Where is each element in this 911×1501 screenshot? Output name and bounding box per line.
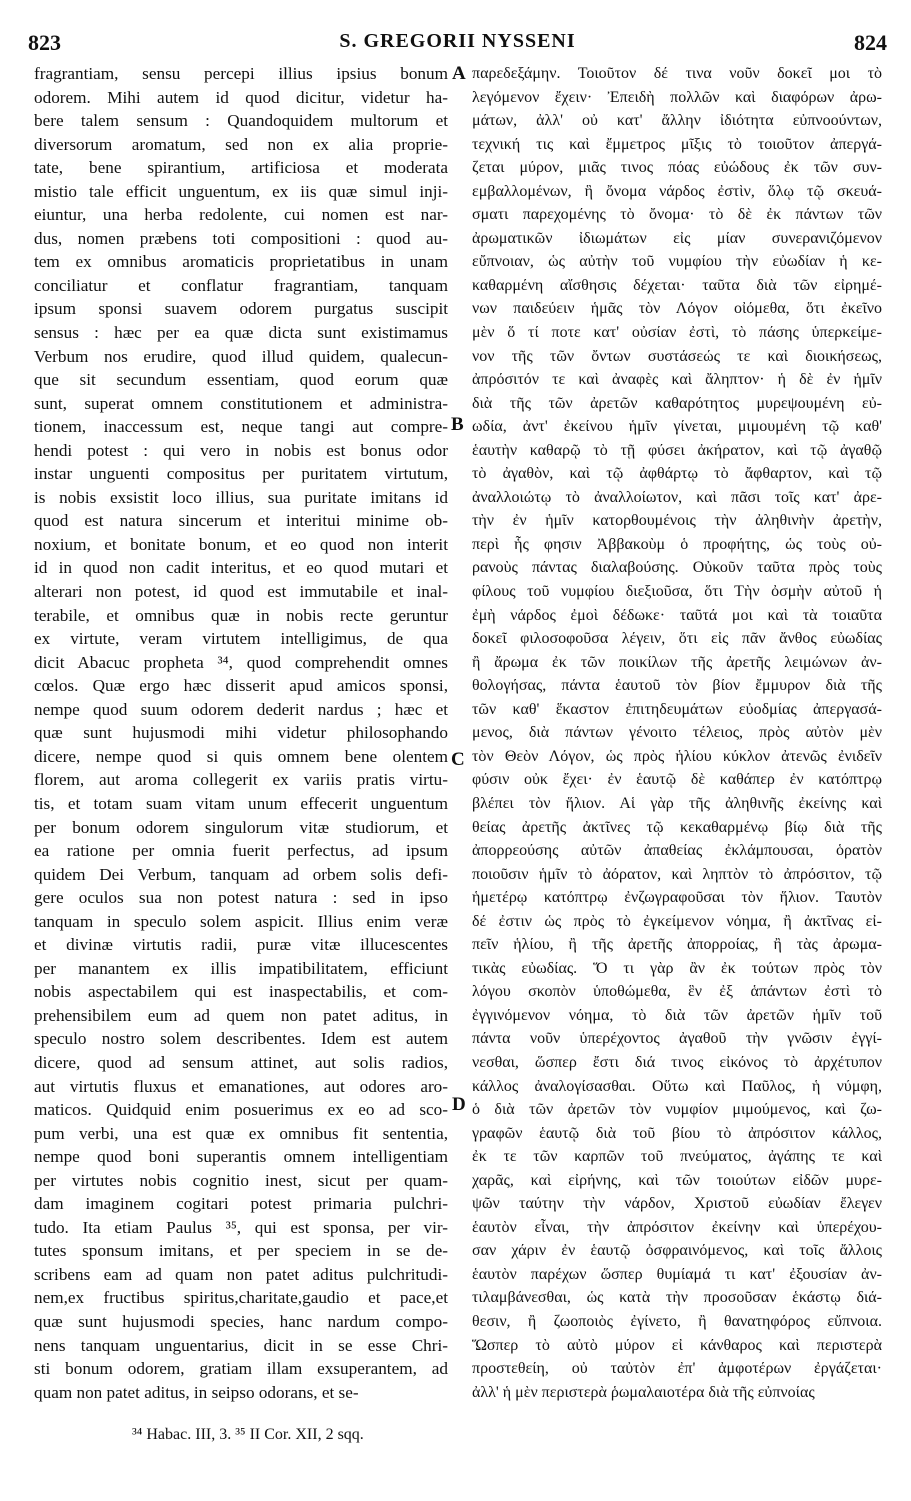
greek-text-line: χαρᾶς, καὶ εἰρήνης, καὶ τῶν τοιούτων εἰδῶν μυρε- bbox=[472, 1171, 882, 1189]
greek-text-line: ζεται μύρον, μιᾶς τινος πόας εὐώδους ἐκ τῶν συν- bbox=[472, 159, 882, 177]
greek-text-line: δοκεῖ φιλοσοφοῦσα λέγειν, ὅτι εἰς πᾶν ἄνθος εὐωδίας bbox=[472, 630, 882, 648]
latin-text-line: tis, et totam suam vitam unum effecerit unguentum bbox=[34, 793, 448, 813]
latin-text-line: sensus : hæc per ea quæ dicta sunt existimamus bbox=[34, 323, 448, 343]
latin-text-line: dicere, nempe quod si quis omnem bene olentem bbox=[34, 746, 448, 766]
greek-text-line: ἐμὴ νάρδος ἐμοὶ δέδωκε· ταῦτά μοι καὶ τὰ τοιαῦτα bbox=[472, 606, 882, 624]
latin-text-line: aut virtutis fluxus et emanationes, aut odores aro- bbox=[34, 1076, 448, 1096]
latin-text-line: dicere, quod ad sensum attinet, aut solis radios, bbox=[34, 1052, 448, 1072]
greek-text-line: νεσθαι, ὥσπερ ἔστι διά τινος εἰκόνος τὸ ἀρχέτυπον bbox=[472, 1053, 882, 1071]
greek-text-line: λόγου σκοπὸν ὑποθώμεθα, ἓν ἐξ ἁπάντων ἐστὶ τὸ bbox=[472, 983, 882, 1001]
latin-text-line: sunt, superat omnem constitutionem et administra- bbox=[34, 393, 448, 413]
greek-text-line: ἢ ἄρωμα ἐκ τῶν ποικίλων τῆς ἀρετῆς λειμώνων ἀν- bbox=[472, 653, 882, 671]
latin-text-line: ex virtute, veram virtutem intelligimus, de qua bbox=[34, 629, 448, 649]
latin-text-line: sti bonum odorem, gratiam illam exsuperantem, ad bbox=[34, 1359, 448, 1379]
greek-text-line: τὸ ἀγαθὸν, καὶ τῷ ἀφθάρτῳ τὸ ἄφθαρτον, καὶ τῷ bbox=[472, 465, 882, 483]
greek-text-line: τιλαμβάνεσθαι, ὡς κατὰ τὴν προσοῦσαν ἑκάστῳ διά- bbox=[472, 1289, 882, 1307]
latin-text-line: eiuntur, una herba redolente, cui nomen est nar- bbox=[34, 205, 448, 225]
greek-text-line: ψῶν ταύτην τὴν νάρδον, Χριστοῦ εὐωδίαν ἔλεγεν bbox=[472, 1195, 882, 1213]
greek-text-line: θολογήσας, πάντα ἑαυτοῦ τὸν βίον ἔμμυρον διὰ τῆς bbox=[472, 677, 882, 695]
latin-text-line: quæ sunt hujusmodi mihi videtur philosophando bbox=[34, 723, 448, 743]
margin-marker-c: C bbox=[451, 749, 465, 770]
footnotes: ³⁴ Habac. III, 3. ³⁵ II Cor. XII, 2 sqq. bbox=[132, 1426, 364, 1443]
greek-text-line: φίλους τοῦ νυμφίου διεξιοῦσα, ὅτι Τὴν ὀσμὴν αὐτοῦ ἡ bbox=[472, 583, 882, 601]
latin-text-line: fragrantiam, sensu percepi illius ipsius bonum bbox=[34, 64, 448, 83]
latin-text-line: Verbum nos erudire, quod illud quidem, qualecun- bbox=[34, 346, 448, 366]
margin-marker-b: B bbox=[451, 414, 464, 435]
latin-text-line: que sit secundum essentiam, quod eorum quæ bbox=[34, 370, 448, 390]
latin-text-line: cœlos. Quæ ergo hæc disserit apud amicos sponsi, bbox=[34, 676, 448, 696]
latin-text-line: odorem. Mihi autem id quod dicitur, videtur ha- bbox=[34, 87, 448, 107]
greek-text-line: ἑαυτὸν παρέχων ὥσπερ θυμίαμά τι κατ' ἐξουσίαν ἀν- bbox=[472, 1265, 882, 1283]
latin-text-line: hendi potest : qui vero in nobis est bonus odor bbox=[34, 440, 448, 460]
latin-text-line: conciliatur et conflatur fragrantiam, tanquam bbox=[34, 275, 448, 295]
greek-text-line: ἀπρόσιτόν τε καὶ ἀναφὲς καὶ ἄληπτον· ἡ δὲ ἐν ἡμῖν bbox=[472, 371, 882, 389]
latin-text-line: quidem Dei Verbum, tanquam ad orbem solis defi- bbox=[34, 864, 448, 884]
latin-text-line: quæ sunt hujusmodi species, hanc nardum compo- bbox=[34, 1311, 448, 1331]
greek-text-line: τῶν καθ' ἕκαστον ἐπιτηδευμάτων εὐοδμίας ἀπεργασά- bbox=[472, 700, 882, 718]
greek-text-line: ἡμετέρῳ κατόπτρῳ ἐνζωγραφοῦσαι τὸν ἥλιον. Ταυτὸν bbox=[472, 889, 882, 907]
latin-text-line: id in quod non cadit interitus, et eo quod mutari et bbox=[34, 558, 448, 578]
greek-text-line: ἑαυτὸν εἶναι, τὴν ἀπρόσιτον ἐκείνην καὶ ὑπερέχου- bbox=[472, 1218, 882, 1236]
latin-text-line: nempe quod suum odorem dederit nardus ; hæc et bbox=[34, 699, 448, 719]
latin-text-line: tionem, inaccessum est, neque tangi aut compre- bbox=[34, 417, 448, 437]
latin-text-line: ea ratione per omnia fuerit perfectus, ad ipsum bbox=[34, 841, 448, 861]
latin-text-line: per virtutes nobis cognitio inest, sicut per quam- bbox=[34, 1170, 448, 1190]
greek-text-line: καθαρμένη αἴσθησις δέχεται· ταῦτα διὰ τῶν εἰρημέ- bbox=[472, 276, 882, 294]
greek-text-line: προστεθείη, οὐ ταὐτὸν ἐπ' ἀμφοτέρων ἐργάζεται· bbox=[472, 1360, 882, 1378]
latin-text-line: nobis aspectabilem qui est inaspectabilis, et com- bbox=[34, 982, 448, 1002]
latin-text-line: quam non patet aditus, in seipso odorans, et se- bbox=[34, 1382, 359, 1402]
latin-text-line: quod est natura sincerum et interitui minime ob- bbox=[34, 511, 448, 531]
latin-text-line: per manantem ex illis impatibilitatem, efficiunt bbox=[34, 958, 448, 978]
latin-text-line: nem,ex fructibus spiritus,charitate,gaudio et pace,et bbox=[34, 1288, 448, 1308]
greek-text-line: φύσιν οὐκ ἔχει· ἐν ἑαυτῷ δὲ καθάπερ ἐν κατόπτρῳ bbox=[472, 771, 882, 789]
greek-text-line: ἀναλλοιώτῳ τὸ ἀναλλοίωτον, καὶ πᾶσι τοῖς κατ' ἀρε- bbox=[472, 488, 882, 506]
greek-text-line: ρανοὺς πάντας διαλαβούσης. Οὐκοῦν ταῦτα πρὸς τοὺς bbox=[472, 559, 882, 577]
greek-text-line: τικὰς εὐωδίας. Ὅ τι γὰρ ἂν ἐκ τούτων πρὸς τὸν bbox=[472, 959, 882, 977]
margin-marker-d: D bbox=[452, 1094, 466, 1115]
greek-text-line: νον τῆς τῶν ὄντων συστάσεώς τε καὶ διοικήσεως, bbox=[472, 347, 882, 365]
greek-text-line: ἀπορρεούσης αὐτῶν ἀπαθείας ἐκλάμπουσαι, ὁρατὸν bbox=[472, 842, 882, 860]
latin-text-line: maticos. Quidquid enim posuerimus ex eo ad sco- bbox=[34, 1100, 448, 1120]
greek-text-line: πεῖν ἡλίου, ἢ τῆς ἀρετῆς ἀπορροίας, ἢ τὰς ἀρωμα- bbox=[472, 936, 882, 954]
page-number-right: 824 bbox=[854, 30, 887, 55]
greek-text-line: λεγόμενον ἔχειν· Ἐπειδὴ πολλῶν καὶ διαφόρων ἀρω- bbox=[472, 88, 882, 106]
greek-text-line: ποιοῦσιν ἡμῖν τὸ ἀόρατον, καὶ ληπτὸν τὸ ἀπρόσιτον, τῷ bbox=[472, 865, 882, 883]
greek-text-line: θεσιν, ἢ ζωοποιὸς ἐγίνετο, ἢ θανατηφόρος εὔπνοια. bbox=[472, 1312, 882, 1330]
latin-text-line: tate, bene spirantium, artificiosa et moderata bbox=[34, 158, 448, 178]
greek-text-line: ἐγγινόμενον νόημα, τὸ διὰ τῶν ἀρετῶν ἡμῖν τοῦ bbox=[472, 1006, 882, 1024]
latin-text-line: tutes sponsum imitans, et per speciem in se de- bbox=[34, 1241, 448, 1261]
latin-text-line: dicit Abacuc propheta ³⁴, quod comprehendit omnes bbox=[34, 652, 448, 672]
greek-text-line: περὶ ἧς φησιν Ἀββακοὺμ ὁ προφήτης, ὡς τοὺς οὐ- bbox=[472, 535, 882, 553]
greek-text-line: θείας ἀρετῆς ἀκτῖνες τῷ κεκαθαρμένῳ βίῳ διὰ τῆς bbox=[472, 818, 882, 836]
greek-text-line: ἐκ τε τῶν καρπῶν τοῦ πνεύματος, ἀγάπης τε καὶ bbox=[472, 1148, 882, 1166]
latin-text-line: nens tanquam unguentarius, dicit in se esse Chri- bbox=[34, 1335, 448, 1355]
greek-text-line: ὁ διὰ τῶν ἀρετῶν τὸν νυμφίον μιμούμενος, καὶ ζω- bbox=[472, 1101, 882, 1119]
latin-text-line: instar unguenti compositus per puritatem virtutum, bbox=[34, 464, 448, 484]
latin-text-line: mistio tale efficit unguentum, ex iis quæ simul inji- bbox=[34, 181, 448, 201]
latin-text-line: alterari non potest, id quod est immutabile et inal- bbox=[34, 582, 448, 602]
greek-text-line: τεχνική τις καὶ ἔμμετρος μῖξις τὸ τοιοῦτον ἀπεργά- bbox=[472, 135, 882, 153]
latin-text-line: bere talem sensum : Quandoquidem multorum et bbox=[34, 111, 448, 131]
margin-marker-a: A bbox=[452, 63, 466, 84]
latin-text-line: speculo nostro solem describentes. Idem est autem bbox=[34, 1029, 448, 1049]
latin-text-line: dam imaginem cogitari potest primaria pulchri- bbox=[34, 1194, 448, 1214]
latin-text-line: et divinæ virtutis radii, puræ vitæ illucescentes bbox=[34, 935, 448, 955]
greek-text-line: δέ ἐστιν ὡς πρὸς τὸ ἐγκείμενον νόημα, ἢ ἀκτῖνας εἰ- bbox=[472, 912, 882, 930]
greek-text-line: ωδία, ἀντ' ἐκείνου ἡμῖν γίνεται, μιμουμένη τῷ καθ' bbox=[472, 418, 882, 436]
greek-text-line: διὰ τῆς τῶν ἀρετῶν καθαρότητος μυρεψουμένη εὐ- bbox=[472, 394, 882, 412]
greek-text-line: εὔπνοιαν, ὡς αὐτὴν τοῦ νυμφίου τὴν εὐωδίαν ἡ κε- bbox=[472, 253, 882, 271]
latin-text-line: prehensibilem eum ad quem non patet aditus, in bbox=[34, 1005, 448, 1025]
latin-text-line: nempe quod boni superantis omnem intelligentiam bbox=[34, 1147, 448, 1167]
greek-text-line: κάλλος ἀναλογίσασθαι. Οὕτω καὶ Παῦλος, ἡ νύμφη, bbox=[472, 1077, 882, 1095]
page-header bbox=[28, 30, 887, 60]
greek-text-line: τὴν ἐν ἡμῖν κατορθουμένοις τὴν ἀληθινὴν ἀρετὴν, bbox=[472, 512, 882, 530]
latin-text-line: dus, nomen præbens toti compositioni : quod au- bbox=[34, 228, 448, 248]
latin-text-line: tanquam in speculo solem aspicit. Illius enim veræ bbox=[34, 911, 448, 931]
latin-text-line: diversorum aromatum, sed non ex alia proprie- bbox=[34, 134, 448, 154]
latin-text-line: gere oculos sua non potest natura : sed in ipso bbox=[34, 888, 448, 908]
greek-text-line: βλέπει τὸν ἥλιον. Αἱ γὰρ τῆς ἀληθινῆς ἐκείνης καὶ bbox=[472, 794, 882, 812]
greek-text-line: εμβαλλομένων, ἣ ὄνομα νάρδος ἐστὶν, ὅλῳ τῷ σκευά- bbox=[472, 182, 882, 200]
page-number-left: 823 bbox=[28, 30, 61, 55]
latin-text-line: ipsum sponsi suavem odorem purgatus suscipit bbox=[34, 299, 448, 319]
running-title: S. GREGORII NYSSENI bbox=[339, 30, 576, 52]
latin-text-line: noxium, et bonitate bonum, et eo quod non interit bbox=[34, 534, 448, 554]
latin-text-line: florem, aut aroma collegerit ex variis pratis virtu- bbox=[34, 770, 448, 790]
greek-text-line: μενος, διὰ πάντων γένοιτο τέλειος, πρὸς αὐτὸν μὲν bbox=[472, 724, 882, 742]
greek-text-line: πάντα νοῦν ὑπερέχοντος ἀγαθοῦ τὴν γνῶσιν ἐγγί- bbox=[472, 1030, 882, 1048]
latin-text-line: terabile, et omnibus quæ in nobis recte geruntur bbox=[34, 605, 448, 625]
greek-text-line: τὸν Θεὸν Λόγον, ὡς πρὸς ἡλίου κύκλον ἀτενῶς ἐνιδεῖν bbox=[472, 747, 882, 765]
latin-text-line: tem ex omnibus aromaticis proprietatibus in unam bbox=[34, 252, 448, 272]
greek-text-line: ἀρωματικῶν ἰδιωμάτων εἰς μίαν συνερανιζόμενον bbox=[472, 229, 882, 247]
latin-text-line: tudo. Ita etiam Paulus ³⁵, qui est sponsa, per vir- bbox=[34, 1217, 448, 1237]
greek-text-line: Ὥσπερ τὸ αὐτὸ μύρον εἰ κάνθαρος καὶ περιστερὰ bbox=[472, 1336, 882, 1354]
greek-text-line: σματι παρεχομένης τὸ ὄνομα· τὸ δὲ ἐκ πάντων τῶν bbox=[472, 206, 882, 224]
greek-text-line: νων παιδεύειν ἡμᾶς τὸν Λόγον οἰόμεθα, ὅτι ἐκεῖνο bbox=[472, 300, 882, 318]
greek-text-line: παρεδεξάμην. Τοιοῦτον δέ τινα νοῦν δοκεῖ μοι τὸ bbox=[472, 65, 882, 82]
greek-text-line: μὲν ὅ τί ποτε κατ' οὐσίαν ἐστὶ, τὸ πάσης ὑπερκείμε- bbox=[472, 324, 882, 342]
greek-column bbox=[472, 62, 882, 1404]
latin-column bbox=[34, 62, 448, 1404]
latin-text-line: is nobis exsistit loco illius, sua puritate imitans id bbox=[34, 487, 448, 507]
greek-text-line: ἀλλ' ἡ μὲν περιστερὰ ῥωμαλαιοτέρα διὰ τῆς εὐπνοίας bbox=[472, 1383, 815, 1401]
latin-text-line: per bonum odorem singulorum vitæ studiorum, et bbox=[34, 817, 448, 837]
latin-text-line: pum verbi, una est quæ ex omnibus fit sententia, bbox=[34, 1123, 448, 1143]
latin-text-line: scribens eam ad quam non patet aditus pulchritudi- bbox=[34, 1264, 448, 1284]
greek-text-line: μάτων, ἀλλ' οὐ κατ' ἄλλην ἰδιότητα εὐπνοούντων, bbox=[472, 112, 882, 130]
greek-text-line: γραφῶν ἑαυτῷ διὰ τοῦ βίου τὸ ἀπρόσιτον κάλλος, bbox=[472, 1124, 882, 1142]
greek-text-line: σαν χάριν ἐν ἑαυτῷ ὀσφραινόμενος, καὶ τοῖς ἄλλοις bbox=[472, 1242, 882, 1260]
greek-text-line: ἑαυτὴν καθαρῷ τὸ τῇ φύσει ἀκήρατον, καὶ τῷ ἀγαθῷ bbox=[472, 441, 882, 459]
